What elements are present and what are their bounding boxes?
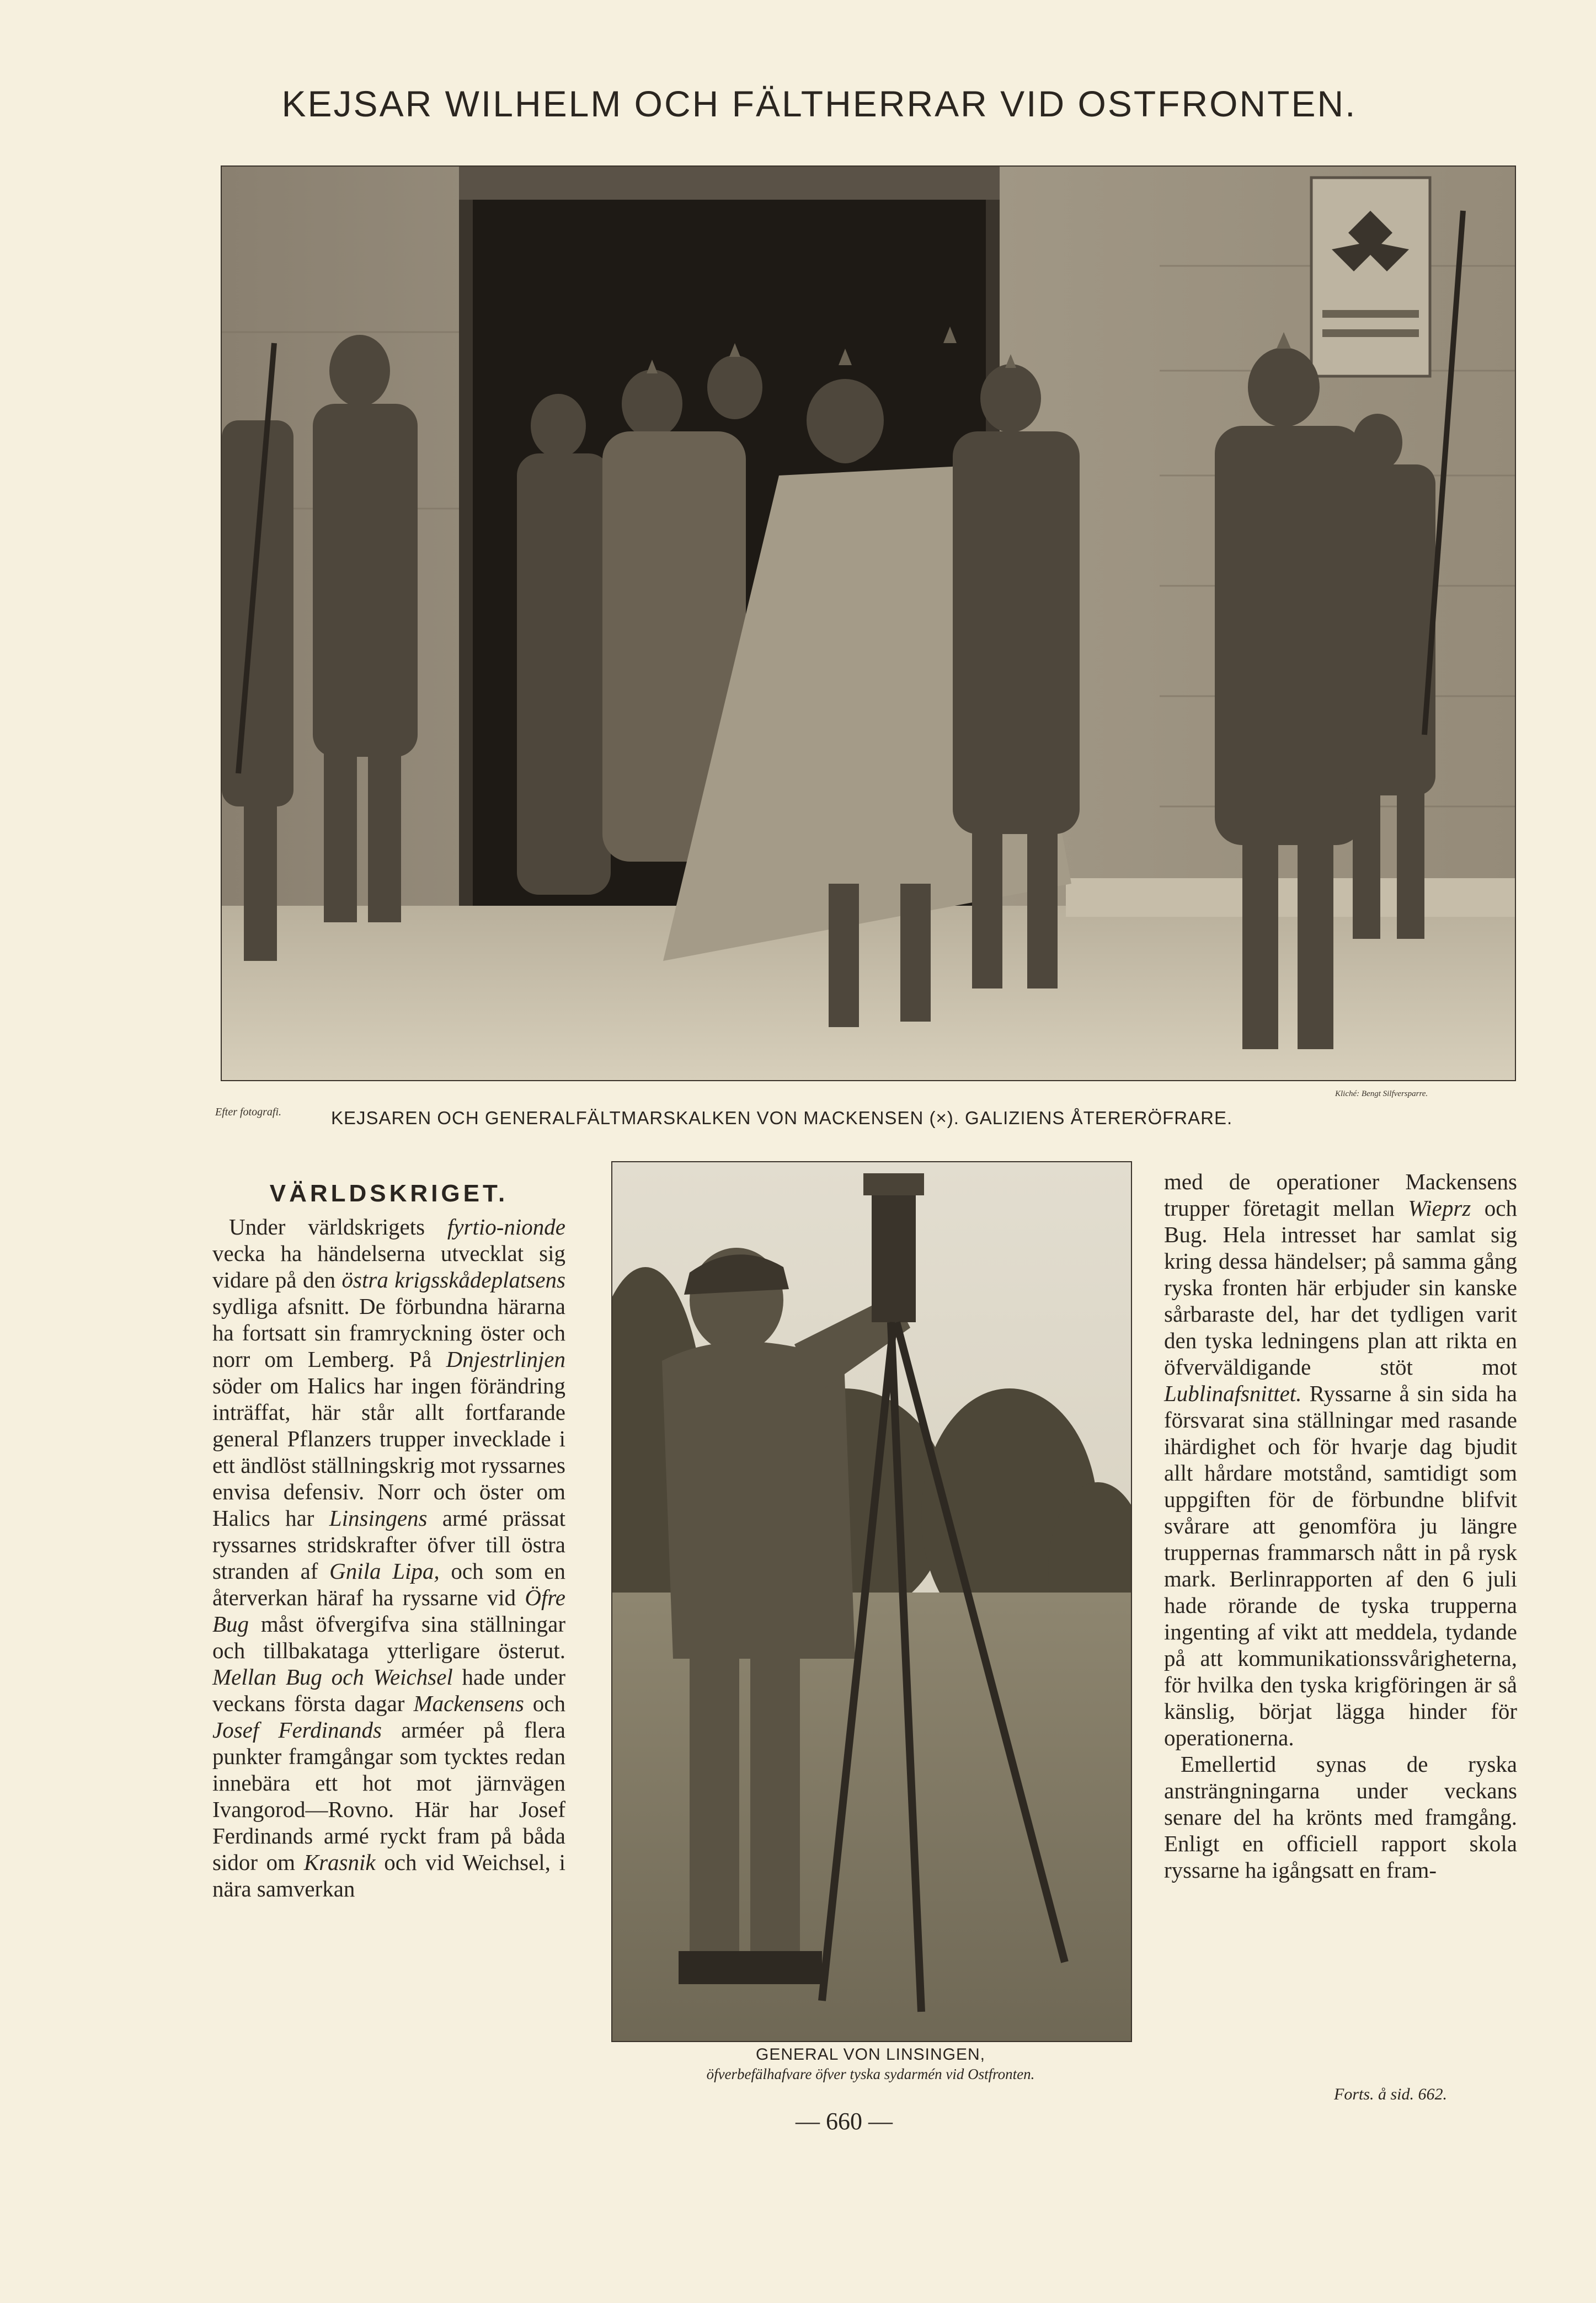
linsingen-photo xyxy=(611,1161,1132,2042)
left-column-text: Under världskrigets fyrtio-nionde vecka ha händelserna utvecklat sig vidare på den östra krigsskådeplatsens sydliga afsnitt. De förbundna härarna ha fortsatt sin framryckning öster och norr om Lemberg. På Dnjestrlinjen söder om Halics har ingen förändring inträffat, här står allt fortfarande general Pflanzers trupper invecklade i ett ändlöst ställningskrig mot ryssarnes envisa defensiv. Norr och öster om Halics har Linsingens armé prässat ryssarnes stridskrafter öfver till östra stranden af Gnila Lipa, och som en återverkan häraf ha ryssarne vid Öfre Bug måst öfvergifva sina ställningar och tillbakataga ytterligare österut. Mellan Bug och Weichsel hade under veckans första dagar Mackensens och Josef Ferdinands arméer på flera punkter framgångar som tycktes redan innebära ett hot mot järnvägen Ivangorod—Rovno. Här har Josef Ferdinands armé ryckt fram på båda sidor om Krasnik och vid Weichsel, i nära samverkan xyxy=(212,1214,565,1901)
article-right-column xyxy=(1164,1168,1517,1883)
photo-credit: Efter fotografi. xyxy=(215,1106,281,1118)
linsingen-photo-image xyxy=(612,1162,1131,2041)
article-title: VÄRLDSKRIGET. xyxy=(269,1180,509,1207)
engraving-credit: Kliché: Bengt Silfversparre. xyxy=(1335,1089,1428,1098)
continued-note: Forts. å sid. 662. xyxy=(1334,2085,1448,2103)
kaiser-photo-image xyxy=(222,167,1515,1080)
main-photo-caption: KEJSAREN OCH GENERALFÄLTMARSKALKEN VON MACKENSEN (×). GALIZIENS ÅTERERÖFRARE. xyxy=(331,1108,1233,1128)
page-headline: KEJSAR WILHELM OCH FÄLTHERRAR VID OSTFRONTEN. xyxy=(281,83,1357,124)
kaiser-mackensen-photo xyxy=(221,165,1516,1081)
linsingen-caption: GENERAL VON LINSINGEN, xyxy=(756,2045,985,2064)
right-column-paragraph-2: Emellertid synas de ryska ansträngningarna under veckans senare del ha krönts med framgång. Enligt en officiell rapport skola ryssarne ha igångsatt en fram- xyxy=(1164,1751,1517,1883)
article-left-column xyxy=(212,1180,565,1902)
linsingen-subcaption: öfverbefälhafvare öfver tyska sydarmén vid Ostfronten. xyxy=(706,2066,1035,2082)
right-column-paragraph-1: med de operationer Mackensens trupper företagit mellan Wieprz och Bug. Hela intresset har samlat sig kring dessa händelser; på samma gång ryska fronten här erbjuder sin kanske sårbaraste del, har det tydligen varit den tyska ledningens plan att rikta en öfverväldigande stöt mot Lublinafsnittet. Ryssarne å sin sida ha försvarat sina ställningar med rasande ihärdighet och för hvarje dag bjudit allt hårdare motstånd, samtidigt som uppgiften för de förbundne blifvit svårare att genomföra ju längre truppernas frammarsch nått in på rysk mark. Berlinrapporten af den 6 juli hade rörande de tyska trupperna ingenting af vikt att meddela, tydande på att kommunikationssvårigheterna, för hvilka den tyska krigföringen är så känslig, börjat lägga hinder för operationerna. xyxy=(1164,1169,1517,1750)
page-number: — 660 — xyxy=(796,2108,893,2135)
